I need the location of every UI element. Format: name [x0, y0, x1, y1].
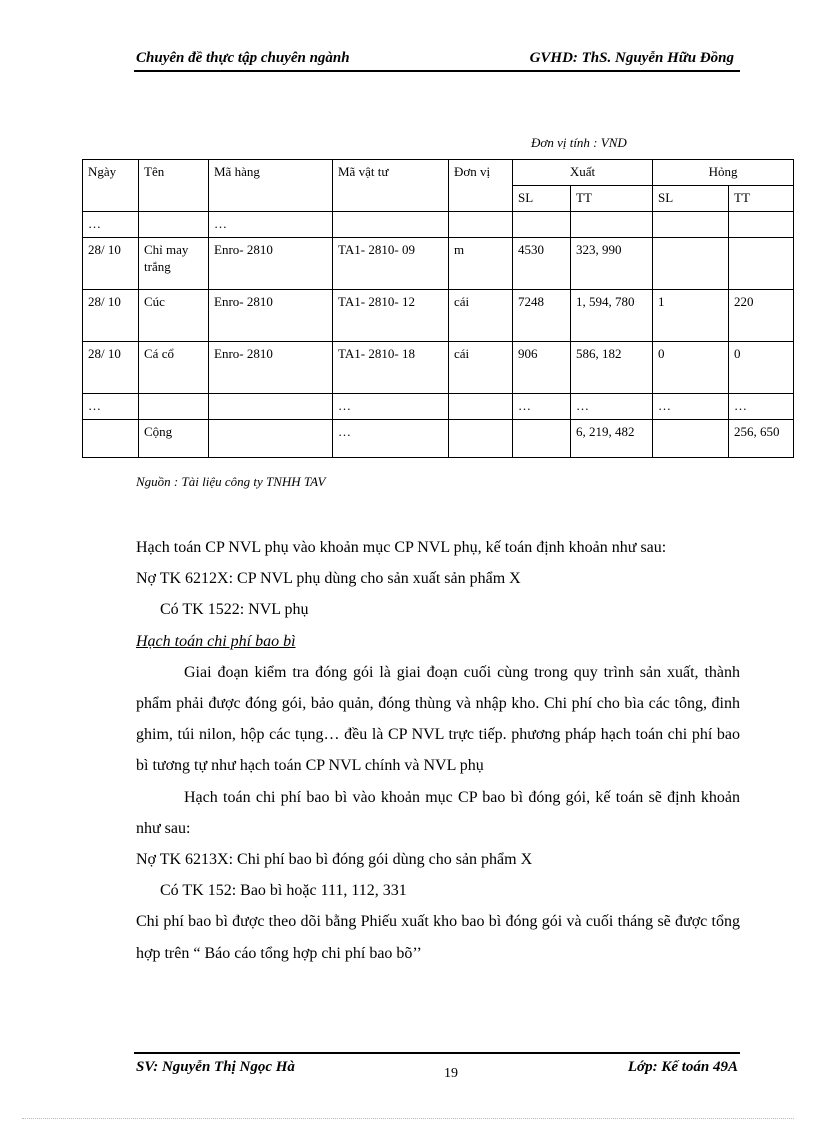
table-cell: 0 — [653, 342, 729, 394]
unit-note: Đơn vị tính : VND — [531, 135, 627, 150]
table-cell — [449, 394, 513, 420]
table-cell — [653, 238, 729, 290]
table-cell — [729, 238, 794, 290]
bottom-divider — [22, 1118, 794, 1119]
header-right-text: GVHD: ThS. Nguyễn Hữu Đồng — [529, 50, 734, 66]
header-ten: Tên — [139, 160, 209, 212]
table-cell: 28/ 10 — [83, 342, 139, 394]
table-cell — [571, 212, 653, 238]
table-cell: cái — [449, 342, 513, 394]
table-cell: Cúc — [139, 290, 209, 342]
header-hong: Hỏng — [653, 160, 794, 186]
table-cell: m — [449, 238, 513, 290]
table-cell — [209, 420, 333, 458]
footer-right-text: Lớp: Kế toán 49A — [627, 1059, 738, 1075]
page-footer — [134, 1052, 740, 1084]
table-cell — [83, 420, 139, 458]
table-cell: 586, 182 — [571, 342, 653, 394]
paragraph-2: Nợ TK 6212X: CP NVL phụ dùng cho sản xuất sản phẩm X — [136, 570, 521, 588]
header-xuat-sl: SL — [513, 186, 571, 212]
table-cell: TA1- 2810- 18 — [333, 342, 449, 394]
table-cell: … — [83, 212, 139, 238]
header-xuat-tt: TT — [571, 186, 653, 212]
table-row — [83, 238, 794, 290]
table-header-row — [83, 160, 794, 186]
table-cell: Enro- 2810 — [209, 342, 333, 394]
table-cell: … — [83, 394, 139, 420]
table-cell: 0 — [729, 342, 794, 394]
table-cell — [209, 394, 333, 420]
body-text — [136, 532, 740, 969]
table-cell: cái — [449, 290, 513, 342]
table-cell: 7248 — [513, 290, 571, 342]
paragraph-4: Giai đoạn kiểm tra đóng gói là giai đoạn cuối cùng trong quy trình sản xuất, thành phẩm phải được đóng gói, bảo quản, đóng thùng và nhập kho. Chi phí cho bìa các tông, đinh ghim, túi nilon, hộp các tụng… đều là CP NVL trực tiếp. phương pháp hạch toán chi phí bao bì tương tự như hạch toán CP NVL chính và NVL phụ — [136, 663, 740, 775]
table-cell: 6, 219, 482 — [571, 420, 653, 458]
page-header — [134, 46, 740, 72]
table-cell: 906 — [513, 342, 571, 394]
section-title: Hạch toán chi phí bao bì — [136, 632, 296, 650]
table-cell: 4530 — [513, 238, 571, 290]
table-cell: … — [653, 394, 729, 420]
paragraph-7: Có TK 152: Bao bì hoặc 111, 112, 331 — [160, 882, 407, 900]
table-cell: 323, 990 — [571, 238, 653, 290]
table-source: Nguồn : Tài liệu công ty TNHH TAV — [136, 474, 326, 489]
table-cell — [139, 212, 209, 238]
table-cell — [449, 212, 513, 238]
page-number: 19 — [444, 1066, 458, 1081]
paragraph-1: Hạch toán CP NVL phụ vào khoản mục CP NVL phụ, kế toán định khoản như sau: — [136, 539, 667, 556]
table-cell: TA1- 2810- 12 — [333, 290, 449, 342]
table-cell — [653, 420, 729, 458]
table-row — [83, 342, 794, 394]
table-cell — [729, 212, 794, 238]
table-cell — [333, 212, 449, 238]
table-cell: 1, 594, 780 — [571, 290, 653, 342]
table-cell: 1 — [653, 290, 729, 342]
paragraph-3: Có TK 1522: NVL phụ — [160, 601, 309, 619]
header-ma-hang: Mã hàng — [209, 160, 333, 212]
table-cell: Enro- 2810 — [209, 290, 333, 342]
table-cell — [513, 212, 571, 238]
table-row — [83, 290, 794, 342]
header-ngay: Ngày — [83, 160, 139, 212]
paragraph-6: Nợ TK 6213X: Chi phí bao bì đóng gói dùng cho sản phẩm X — [136, 851, 533, 869]
footer-left-text: SV: Nguyễn Thị Ngọc Hà — [136, 1059, 295, 1075]
table-row — [83, 394, 794, 420]
table-body — [83, 212, 794, 458]
paragraph-5: Hạch toán chi phí bao bì vào khoản mục CP bao bì đóng gói, kế toán sẽ định khoản như sau: — [136, 788, 740, 837]
header-left-text: Chuyên đề thực tập chuyên ngành — [136, 50, 350, 66]
table-cell: TA1- 2810- 09 — [333, 238, 449, 290]
table-cell: 220 — [729, 290, 794, 342]
header-xuat: Xuất — [513, 160, 653, 186]
header-don-vi: Đơn vị — [449, 160, 513, 212]
table-row — [83, 420, 794, 458]
table-row — [83, 212, 794, 238]
table-cell: 28/ 10 — [83, 238, 139, 290]
table-cell — [449, 420, 513, 458]
paragraph-8: Chi phí bao bì được theo dõi bằng Phiếu xuất kho bao bì đóng gói và cuối tháng sẽ được tổng hợp trên “ Báo cáo tổng hợp chi phí bao bõ’’ — [136, 913, 740, 962]
header-ma-vat-tu: Mã vật tư — [333, 160, 449, 212]
table-cell: 28/ 10 — [83, 290, 139, 342]
header-hong-tt: TT — [729, 186, 794, 212]
table-cell: Cá cổ — [139, 342, 209, 394]
material-table — [82, 159, 794, 458]
table-cell: … — [333, 420, 449, 458]
table-cell: 256, 650 — [729, 420, 794, 458]
table-cell: Chỉ may trắng — [139, 238, 209, 290]
table-cell: Enro- 2810 — [209, 238, 333, 290]
table-cell: … — [571, 394, 653, 420]
table-cell: … — [209, 212, 333, 238]
table-cell — [513, 420, 571, 458]
table-cell: … — [513, 394, 571, 420]
header-hong-sl: SL — [653, 186, 729, 212]
table-cell — [653, 212, 729, 238]
table-cell: Cộng — [139, 420, 209, 458]
table-cell — [139, 394, 209, 420]
table-cell: … — [729, 394, 794, 420]
table-cell: … — [333, 394, 449, 420]
